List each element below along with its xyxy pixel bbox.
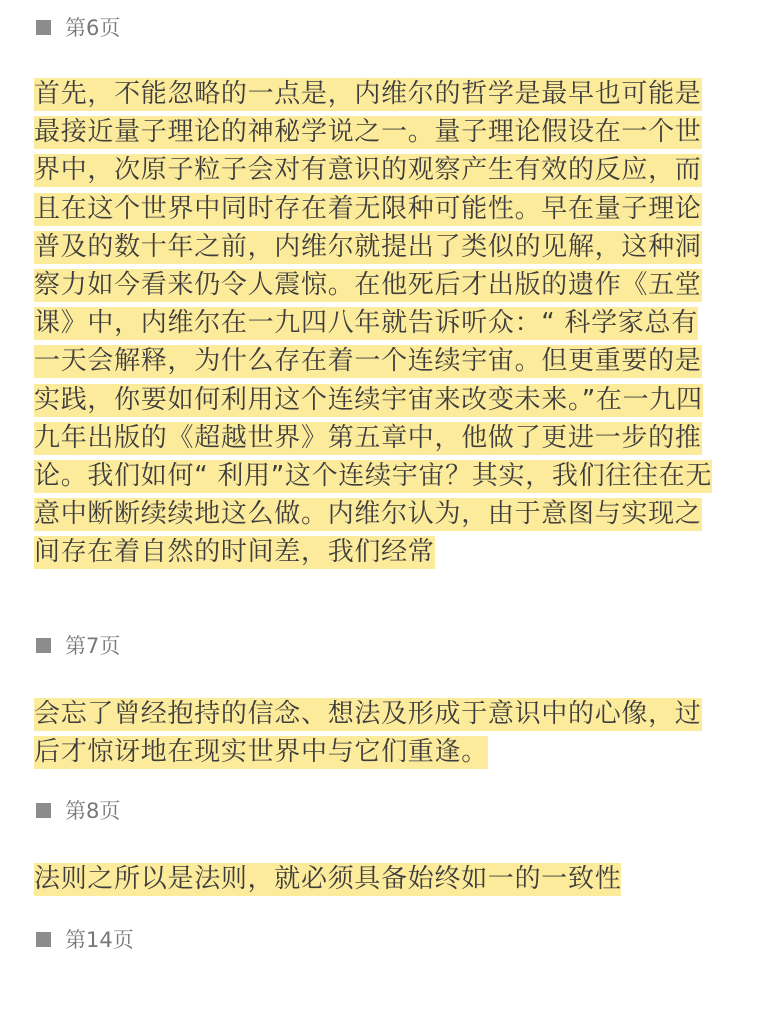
- highlight-excerpt-7[interactable]: [34, 695, 724, 771]
- page-number: 第14页: [65, 928, 134, 952]
- page-number: 第8页: [65, 799, 121, 823]
- square-icon: [36, 932, 51, 947]
- square-icon: [36, 20, 51, 35]
- page-label-14: [36, 924, 134, 954]
- page-label-7: [36, 630, 120, 660]
- highlight-text: 首先，不能忽略的一点是，内维尔的哲学是最早也可能是最接近量子理论的神秘学说之一。量子理论假设在一个世界中，次原子粒子会对有意识的观察产生有效的反应，而且在这个世界中同时存在着无限种可能性。早在量子理论普及的数十年之前，内维尔就提出了类似的见解，这种洞察力如今看来仍令人震惊。在他死后才出版的遗作《五堂课》中，内维尔在一九四八年就告诉听众：“ 科学家总有一天会解释，为什么存在着一个连续宇宙。但更重要的是实践，你要如何利用这个连续宇宙来改变未来。”在一九四九年出版的《超越世界》第五章中，他做了更进一步的推论。我们如何“ 利用”这个连续宇宙？其实，我们往往在无意中断断续续地这么做。内维尔认为，由于意图与实现之间存在着自然的时间差，我们经常: [34, 79, 713, 568]
- highlight-excerpt-8[interactable]: [34, 860, 724, 898]
- highlight-excerpt-6[interactable]: [34, 75, 724, 572]
- square-icon: [36, 803, 51, 818]
- page-label-6: [36, 12, 120, 42]
- square-icon: [36, 638, 51, 653]
- page-label-8: [36, 795, 120, 825]
- page-number: 第6页: [65, 16, 121, 40]
- highlight-text: 法则之所以是法则，就必须具备始终如一的一致性: [34, 864, 622, 894]
- highlight-text: 会忘了曾经抱持的信念、想法及形成于意识中的心像，过后才惊讶地在现实世界中与它们重逢。: [34, 699, 702, 768]
- page-number: 第7页: [65, 634, 121, 658]
